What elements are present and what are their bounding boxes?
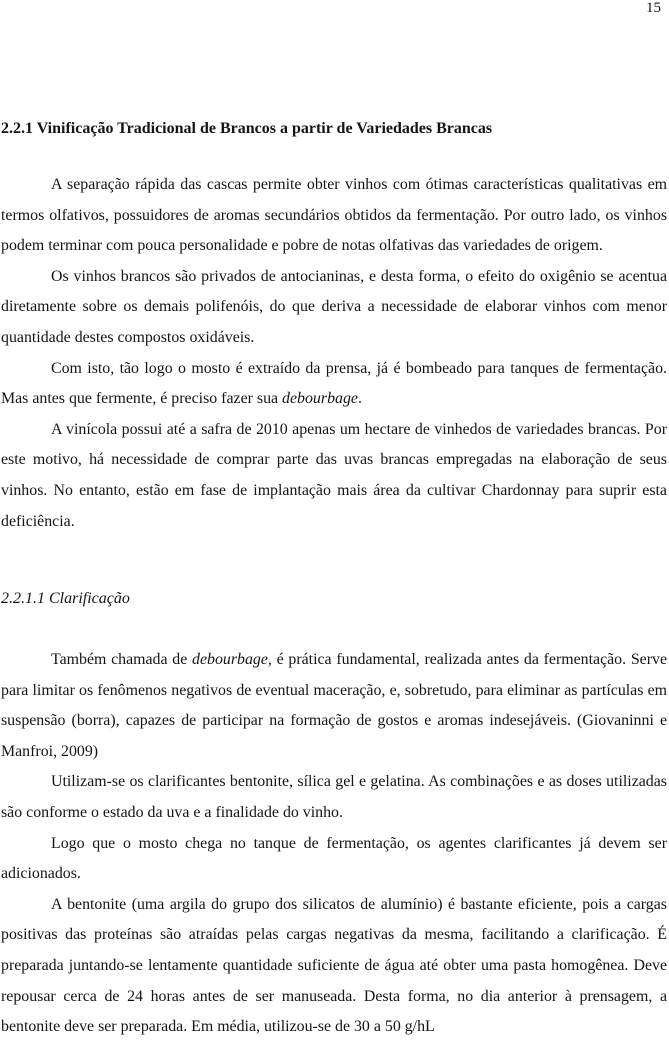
section-heading: 2.2.1 Vinificação Tradicional de Brancos a partir de Variedades Brancas [1,120,493,137]
italic-term: debourbage [282,390,358,408]
paragraph: Utilizam-se os clarificantes bentonite, sílica gel e gelatina. As combinações e as doses utilizadas são conforme o estado da uva e a finalidade do vinho. [1,773,667,821]
paragraph [1,645,667,767]
text-run: . [357,390,362,408]
paragraph: A separação rápida das cascas permite obter vinhos com ótimas características qualitativas em termos olfativos, possuidores de aromas secundários obtidos da fermentação. Por outro lado, os vinhos podem terminar com pouca personalidade e pobre de notas olfativas das variedades de origem. [1,176,667,255]
paragraph: A vinícola possui até a safra de 2010 apenas um hectare de vinhedos de variedades brancas. Por este motivo, há necessidade de comprar parte das uvas brancas empregadas na elaboração de seus vinhos. No entanto, estão em fase de implantação mais área da cultivar Chardonnay para suprir esta deficiência. [1,420,667,530]
italic-term: debourbage, [192,651,272,668]
text-run: Com isto, tão logo o mosto é extraído da prensa, já é bombeado para tanques de fermentação. Mas antes que fermente, é preciso fazer sua [1,359,667,408]
text-run: Também chamada de [51,651,192,668]
subsection-body [1,645,667,1043]
text-run: é prática fundamental, realizada antes da fermentação. Serve para limitar os fenômenos negativos de eventual maceração, e, sobretudo, para eliminar as partículas em suspensão (borra), capazes de participar na formação de gostos e aromas indesejáveis. (Giovaninni e Manfroi, 2009) [1,651,667,760]
paragraph: A bentonite (uma argila do grupo dos silicatos de alumínio) é bastante eficiente, pois a cargas positivas das proteínas são atraídas pelas cargas negativas da mesma, facilitando a clarificação. É preparada juntando-se lentamente quantidade suficiente de água até obter uma pasta homogênea. Deve repousar cerca de 24 horas antes de ser manuseada. Desta forma, no dia anterior à prensagem, a bentonite deve ser preparada. Em média, utilizou-se de 30 a 50 g/hL [1,895,667,1036]
section-body [1,170,667,537]
paragraph [1,354,667,415]
paragraph: Os vinhos brancos são privados de antocianinas, e desta forma, o efeito do oxigênio se acentua diretamente sobre os demais polifenóis, do que deriva a necessidade de elaborar vinhos com menor quantidade destes compostos oxidáveis. [1,267,667,346]
page-number: 15 [646,0,661,16]
subsection-heading: 2.2.1.1 Clarificação [1,590,130,607]
paragraph: Logo que o mosto chega no tanque de fermentação, os agentes clarificantes já devem ser adicionados. [1,834,667,883]
